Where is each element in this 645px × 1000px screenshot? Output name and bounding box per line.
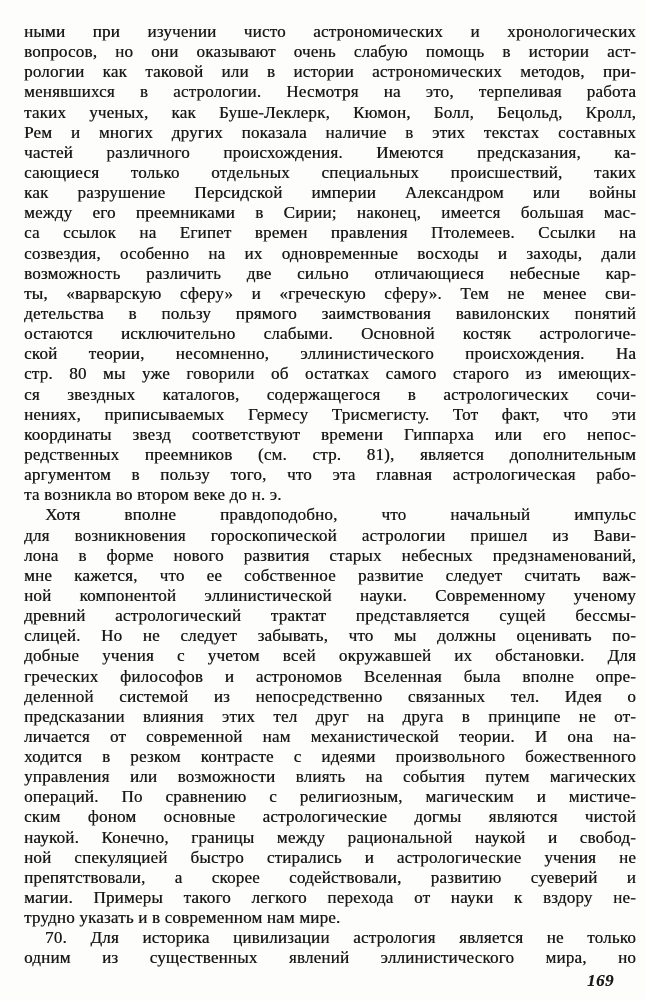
text-line: лона в форме нового развития старых небесных предзнаменований, <box>24 545 636 565</box>
text-line: ским фоном основные астрологические догмы являются чистой <box>24 807 636 827</box>
text-line: Рем и многих других показала наличие в этих текстах составных <box>24 122 636 142</box>
text-line: аргументом в пользу того, что эта главная астрологическая рабо- <box>24 465 636 485</box>
text-line: между его преемниками в Сирии; наконец, имеется большая мас- <box>24 203 636 223</box>
text-line: слицей. Но не следует забывать, что мы должны оценивать по- <box>24 626 636 646</box>
text-line: детельства в пользу прямого заимствования вавилонских понятий <box>24 303 636 323</box>
text-line: Хотя вполне правдоподобно, что начальный импульс <box>45 505 636 525</box>
text-line: древний астрологический трактат представляется сущей бессмы- <box>24 606 636 626</box>
text-line: предсказании влияния этих тел друг на друга в принципе не от- <box>24 706 636 726</box>
text-line: менявшихся в астрологии. Несмотря на это, терпеливая работа <box>24 82 636 102</box>
text-block <box>24 22 636 969</box>
text-line: ными при изучении чисто астрономических и хронологических <box>24 22 636 41</box>
text-line: трудно указать и в современном нам мире. <box>24 908 341 928</box>
text-line: одним из существенных явлений эллинистического мира, но <box>24 948 636 968</box>
text-line: личается от современной нам механистической теории. И она на- <box>24 726 636 746</box>
text-line: добные учения с учетом всей окружавшей их обстановки. Для <box>24 646 636 666</box>
text-line: управления или возможности влиять на события путем магических <box>24 767 636 787</box>
text-line: таких ученых, как Буше-Леклерк, Кюмон, Болл, Бецольд, Кролл, <box>24 102 636 122</box>
page-number: 169 <box>587 971 614 990</box>
text-line: для возникновения гороскопической астрологии пришел из Вави- <box>24 525 636 545</box>
text-line: сающиеся только отдельных специальных происшествий, таких <box>24 162 636 182</box>
text-line: са ссылок на Египет времен правления Птолемеев. Ссылки на <box>24 223 636 243</box>
text-line: рологии как таковой или в истории астрономических методов, при- <box>24 62 636 82</box>
text-line: ся звездных каталогов, содержащегося в астрологических сочи- <box>24 384 636 404</box>
text-line: вопросов, но они оказывают очень слабую помощь в истории аст- <box>24 42 636 62</box>
text-line: ной спекуляцией быстро стирались и астрологические учения не <box>24 847 636 867</box>
text-line: ской теории, несомненно, эллинистического происхождения. На <box>24 344 636 364</box>
text-line: координаты звезд соответствуют времени Гиппарха или его непос- <box>24 424 636 444</box>
text-line: ты, «варварскую сферу» и «греческую сферу». Тем не менее сви- <box>24 283 636 303</box>
text-line: операций. По сравнению с религиозным, магическим и мистиче- <box>24 787 636 807</box>
text-line: наукой. Конечно, границы между рациональной наукой и свобод- <box>24 827 636 847</box>
text-line: 70. Для историка цивилизации астрология является не только <box>45 928 636 948</box>
text-line: деленной системой из непосредственно связанных тел. Идея о <box>24 686 636 706</box>
text-line: ной компонентой эллинистической науки. Современному ученому <box>24 585 636 605</box>
text-line: как разрушение Персидской империи Александром или войны <box>24 183 636 203</box>
text-line: мне кажется, что ее собственное развитие следует считать важ- <box>24 565 636 585</box>
text-line: частей различного происхождения. Имеются предсказания, ка- <box>24 142 636 162</box>
text-line: греческих философов и астрономов Вселенная была вполне опре- <box>24 666 636 686</box>
text-line: препятствовали, а скорее содействовали, развитию суеверий и <box>24 867 636 887</box>
text-line: магии. Примеры такого легкого перехода от науки к вздору не- <box>24 888 636 908</box>
text-line: остаются исключительно слабыми. Основной костяк астрологиче- <box>24 324 636 344</box>
text-line: редственных преемников (см. стр. 81), является дополнительным <box>24 444 636 464</box>
text-line: ходится в резком контрасте с идеями произвольного божественного <box>24 747 636 767</box>
text-line: стр. 80 мы уже говорили об остатках самого старого из имеющих- <box>24 364 636 384</box>
text-line: нениях, приписываемых Гермесу Трисмегисту. Тот факт, что эти <box>24 404 636 424</box>
text-line: та возникла во втором веке до н. э. <box>24 485 282 505</box>
text-line: созвездия, особенно на их одновременные восходы и заходы, дали <box>24 243 636 263</box>
text-line: возможность различить две сильно отличающиеся небесные кар- <box>24 263 636 283</box>
